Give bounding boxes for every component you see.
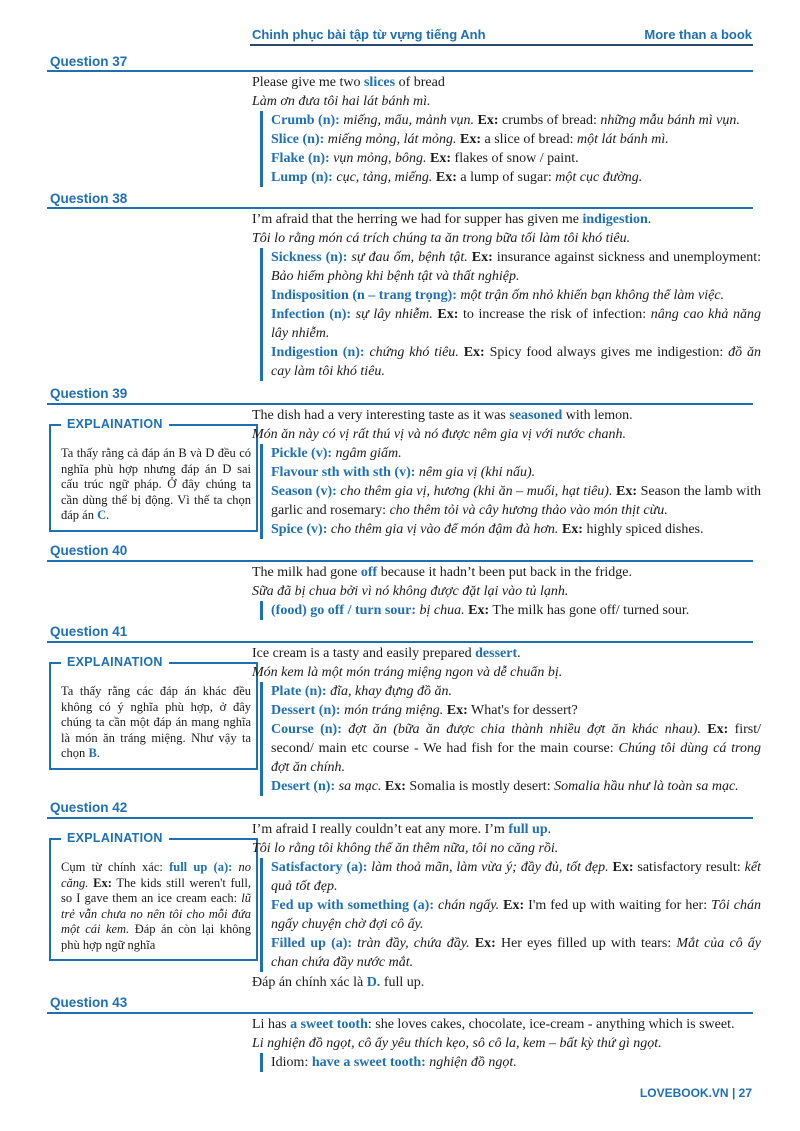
question-37-sentence: Please give me two slices of bread	[252, 75, 445, 90]
definition-item: Filled up (a): tràn đầy, chứa đầy. Ex: Her eyes filled up with tears: Mắt của cô ấy chan chứa đầy nước mắt.	[271, 936, 762, 970]
question-37-label: Question 37	[50, 54, 128, 69]
question-38-divider	[47, 207, 753, 209]
question-43-sentence: Li has a sweet tooth: she loves cakes, chocolate, ice-cream - anything which is sweet.	[252, 1017, 735, 1032]
explanation-title: EXPLAINATION	[61, 417, 169, 433]
definition-item: Satisfactory (a): làm thoả mãn, làm vừa ý; đầy đủ, tốt đẹp. Ex: satisfactory result: kết quả tốt đẹp.	[271, 860, 761, 894]
definition-item: Indigestion (n): chứng khó tiêu. Ex: Spicy food always gives me indigestion: đồ ăn cay làm tôi khó tiêu.	[271, 345, 762, 379]
definition-item: Slice (n): miếng mỏng, lát mỏng. Ex: a slice of bread: một lát bánh mì.	[271, 132, 669, 147]
explanation-answer: C	[97, 508, 107, 522]
definition-item: Pickle (v): ngâm giấm.	[271, 446, 402, 461]
question-39-sentence: The dish had a very interesting taste as it was seasoned with lemon.	[252, 408, 633, 423]
question-37-translation: Làm ơn đưa tôi hai lát bánh mì.	[252, 94, 431, 109]
question-39-label: Question 39	[50, 386, 128, 401]
question-38-label: Question 38	[50, 191, 128, 206]
header-tagline: More than a book	[644, 27, 752, 42]
question-37-divider	[47, 70, 753, 72]
definition-item: Flavour sth with sth (v): nêm gia vị (khi nấu).	[271, 465, 536, 480]
definition-item: Fed up with something (a): chán ngấy. Ex: I'm fed up with waiting for her: Tôi chán ngấy chuyện chờ đợi cô ấy.	[271, 898, 761, 932]
explanation-title: EXPLAINATION	[61, 831, 169, 847]
definition-item: Spice (v): cho thêm gia vị vào để món đậm đà hơn. Ex: highly spiced dishes.	[271, 522, 704, 537]
question-38-sentence: I’m afraid that the herring we had for supper has given me indigestion.	[252, 212, 652, 227]
question-41-label: Question 41	[50, 624, 128, 639]
header-divider	[250, 44, 753, 46]
definition-item: Flake (n): vụn mỏng, bông. Ex: flakes of snow / paint.	[271, 151, 579, 166]
question-42-answer: Đáp án chính xác là D. full up.	[252, 975, 425, 990]
question-40-label: Question 40	[50, 543, 128, 558]
question-40-keyword: off	[360, 565, 378, 580]
question-42-divider	[47, 817, 753, 819]
explanation-title: EXPLAINATION	[61, 655, 169, 671]
question-41-divider	[47, 641, 753, 643]
question-43-keyword: a sweet tooth	[290, 1017, 368, 1032]
question-38-keyword: indigestion	[582, 212, 648, 227]
question-40-divider	[47, 560, 753, 562]
question-42-explanation-box: EXPLAINATION Cụm từ chính xác: full up (a): no căng. Ex: The kids still weren't full, so I gave them an ice cream each: lũ trẻ vẫn chưa no nên tôi cho mỗi đứa một cái kem. Đáp án còn lại không phù hợp ngữ nghĩa	[49, 838, 258, 961]
definition-item: Plate (n): đĩa, khay đựng đồ ăn.	[271, 684, 453, 699]
definition-item: Course (n): đợt ăn (bữa ăn được chia thành nhiều đợt ăn khác nhau). Ex: first/ second/ main etc course - We had fish for the main course: Chúng tôi dùng cá trong đợt ăn chính.	[271, 722, 762, 775]
header-book-title: Chinh phục bài tập từ vựng tiếng Anh	[252, 27, 486, 42]
question-42-keyword: full up	[508, 822, 548, 837]
footer-site: LOVEBOOK.VN	[639, 1086, 729, 1100]
question-39-definitions	[260, 444, 761, 539]
question-43-divider	[47, 1012, 753, 1014]
definition-item: Dessert (n): món tráng miệng. Ex: What's for dessert?	[271, 703, 578, 718]
question-41-keyword: dessert	[475, 646, 518, 661]
page-number: 27	[738, 1086, 752, 1100]
question-41-translation: Món kem là một món tráng miệng ngon và dễ chuẩn bị.	[252, 665, 563, 680]
question-42-translation: Tôi lo rằng tôi không thể ăn thêm nữa, tôi no căng rồi.	[252, 841, 559, 856]
definition-item: Indisposition (n – trang trọng): một trận ốm nhỏ khiến bạn không thể làm việc.	[271, 288, 725, 303]
page-footer: LOVEBOOK.VN | 27	[639, 1086, 752, 1100]
question-43-label: Question 43	[50, 995, 128, 1010]
question-39-translation: Món ăn này có vị rất thú vị và nó được nêm gia vị với nước chanh.	[252, 427, 626, 442]
definition-item: Lump (n): cục, tảng, miếng. Ex: a lump of sugar: một cục đường.	[271, 170, 643, 185]
question-40-translation: Sữa đã bị chua bởi vì nó không được đặt lại vào tủ lạnh.	[252, 584, 569, 599]
question-42-label: Question 42	[50, 800, 128, 815]
question-40-sentence: The milk had gone off because it hadn’t been put back in the fridge.	[252, 565, 632, 580]
definition-item: (food) go off / turn sour: bị chua. Ex: The milk has gone off/ turned sour.	[271, 603, 690, 618]
definition-item: Infection (n): sự lây nhiễm. Ex: to increase the risk of infection: nâng cao khả năng lây nhiễm.	[271, 307, 761, 341]
question-42-sentence: I’m afraid I really couldn’t eat any more. I’m full up.	[252, 822, 552, 837]
question-43-idiom	[260, 1053, 761, 1072]
question-41-explanation-box: EXPLAINATION Ta thấy rằng các đáp án khác đều không có ý nghĩa phù hợp, ở đây chúng ta cần một đáp án mang nghĩa là món ăn tráng miệng. Như vậy ta chọn B.	[49, 662, 258, 770]
question-38-definitions	[260, 248, 761, 381]
definition-item: Idiom: have a sweet tooth: nghiện đồ ngọt.	[271, 1055, 517, 1070]
question-41-sentence: Ice cream is a tasty and easily prepared dessert.	[252, 646, 521, 661]
definition-item: Desert (n): sa mạc. Ex: Somalia is mostly desert: Somalia hầu như là toàn sa mạc.	[271, 779, 739, 794]
explanation-answer: B	[88, 746, 97, 760]
question-37-keyword: slices	[363, 75, 396, 90]
question-38-translation: Tôi lo rằng món cá trích chúng ta ăn trong bữa tối làm tôi khó tiêu.	[252, 231, 631, 246]
question-41-definitions	[260, 682, 761, 796]
question-42-definitions	[260, 858, 761, 972]
question-39-explanation-box: EXPLAINATION Ta thấy rằng cả đáp án B và D đều có nghĩa phù hợp nhưng đáp án D sai cấu trúc ngữ pháp. Ở đây chúng ta cần dùng thể bị động. Vì thế ta chọn đáp án C.	[49, 424, 258, 532]
definition-item: Sickness (n): sự đau ốm, bệnh tật. Ex: insurance against sickness and unemployment: Bảo hiểm phòng khi bệnh tật và thất nghiệp.	[271, 250, 762, 284]
question-39-divider	[47, 403, 753, 405]
definition-item: Season (v): cho thêm gia vị, hương (khi ăn – muối, hạt tiêu). Ex: Season the lamb with garlic and rosemary: cho thêm tỏi và cây hương thảo vào món thịt cừu.	[271, 484, 761, 518]
question-40-definitions	[260, 601, 761, 620]
question-39-keyword: seasoned	[509, 408, 563, 423]
definition-item: Crumb (n): miếng, mẩu, mảnh vụn. Ex: crumbs of bread: những mẫu bánh mì vụn.	[271, 113, 740, 128]
question-43-translation: Li nghiện đồ ngọt, cô ấy yêu thích kẹo, sô cô la, kem – bất kỳ thứ gì ngọt.	[252, 1036, 662, 1051]
question-37-definitions	[260, 111, 761, 187]
